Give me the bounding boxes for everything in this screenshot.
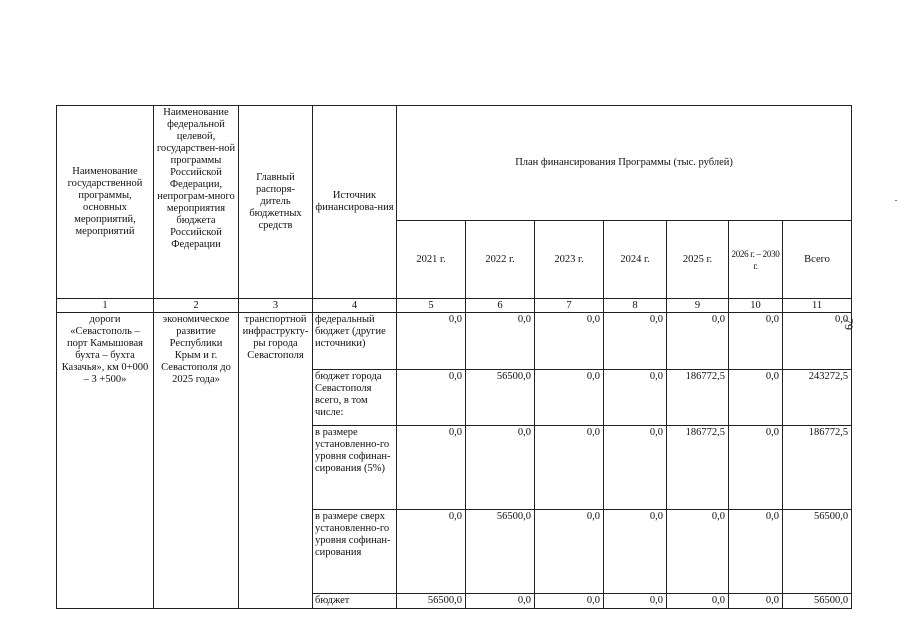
value-cell: 0,0 (466, 594, 535, 609)
value-cell: 0,0 (535, 426, 604, 510)
header-program-name: Наименование государственной программы, основных мероприятий, мероприятий (57, 106, 154, 299)
funding-source-cell: в размере сверх установленно-го уровня софинан-сирования (313, 510, 397, 594)
value-cell: 0,0 (667, 313, 729, 370)
value-cell: 186772,5 (783, 426, 852, 510)
value-cell: 0,0 (535, 594, 604, 609)
column-number: 6 (466, 299, 535, 313)
scan-mark (895, 200, 897, 201)
column-numbers-row (57, 299, 852, 313)
value-cell: 0,0 (397, 370, 466, 426)
column-number: 11 (783, 299, 852, 313)
value-cell: 56500,0 (783, 510, 852, 594)
page-number: 79 (842, 318, 856, 330)
column-number: 7 (535, 299, 604, 313)
header-year-2024: 2024 г. (604, 221, 667, 299)
column-number: 9 (667, 299, 729, 313)
value-cell: 0,0 (729, 594, 783, 609)
header-total: Всего (783, 221, 852, 299)
column-number: 8 (604, 299, 667, 313)
value-cell: 0,0 (535, 510, 604, 594)
header-year-2025: 2025 г. (667, 221, 729, 299)
column-number: 3 (239, 299, 313, 313)
header-year-2022: 2022 г. (466, 221, 535, 299)
value-cell: 0,0 (604, 426, 667, 510)
funding-source-cell: бюджет (313, 594, 397, 609)
header-year-2026-2030: 2026 г. – 2030 г. (729, 221, 783, 299)
table-row (57, 313, 852, 370)
value-cell: 0,0 (604, 313, 667, 370)
column-number: 10 (729, 299, 783, 313)
value-cell: 186772,5 (667, 370, 729, 426)
program-name-cell: дороги «Севастополь – порт Камышовая бухта – бухта Казачья», км 0+000 – 3 +500» (57, 313, 154, 609)
value-cell: 0,0 (535, 313, 604, 370)
administrator-cell: транспортной инфраструкту-ры города Севастополя (239, 313, 313, 609)
value-cell: 56500,0 (397, 594, 466, 609)
value-cell: 186772,5 (667, 426, 729, 510)
funding-source-cell: федеральный бюджет (другие источники) (313, 313, 397, 370)
financing-table (56, 105, 852, 609)
column-number: 2 (154, 299, 239, 313)
value-cell: 0,0 (729, 370, 783, 426)
header-year-2023: 2023 г. (535, 221, 604, 299)
value-cell: 56500,0 (466, 510, 535, 594)
value-cell: 0,0 (729, 313, 783, 370)
value-cell: 0,0 (604, 510, 667, 594)
column-number: 1 (57, 299, 154, 313)
value-cell: 243272,5 (783, 370, 852, 426)
value-cell: 56500,0 (466, 370, 535, 426)
value-cell: 0,0 (397, 510, 466, 594)
value-cell: 0,0 (604, 370, 667, 426)
header-row (57, 106, 852, 221)
header-target-program: Наименование федеральной целевой, государствен-ной программы Российской Федерации, непрограм-много мероприятия бюджета Российской Федерации (154, 106, 239, 299)
column-number: 5 (397, 299, 466, 313)
value-cell: 0,0 (783, 313, 852, 370)
value-cell: 0,0 (667, 510, 729, 594)
header-funding-source: Источник финансирова-ния (313, 106, 397, 299)
value-cell: 0,0 (397, 313, 466, 370)
funding-source-cell: бюджет города Севастополя всего, в том числе: (313, 370, 397, 426)
value-cell: 0,0 (535, 370, 604, 426)
value-cell: 0,0 (729, 426, 783, 510)
header-financing-plan: План финансирования Программы (тыс. рублей) (397, 106, 852, 221)
funding-source-cell: в размере установленно-го уровня софинан-сирования (5%) (313, 426, 397, 510)
header-year-2021: 2021 г. (397, 221, 466, 299)
value-cell: 0,0 (397, 426, 466, 510)
header-administrator: Главный распоря-дитель бюджетных средств (239, 106, 313, 299)
value-cell: 56500,0 (783, 594, 852, 609)
value-cell: 0,0 (667, 594, 729, 609)
target-program-cell: экономическое развитие Республики Крым и г. Севастополя до 2025 года» (154, 313, 239, 609)
value-cell: 0,0 (729, 510, 783, 594)
value-cell: 0,0 (466, 426, 535, 510)
value-cell: 0,0 (466, 313, 535, 370)
column-number: 4 (313, 299, 397, 313)
value-cell: 0,0 (604, 594, 667, 609)
